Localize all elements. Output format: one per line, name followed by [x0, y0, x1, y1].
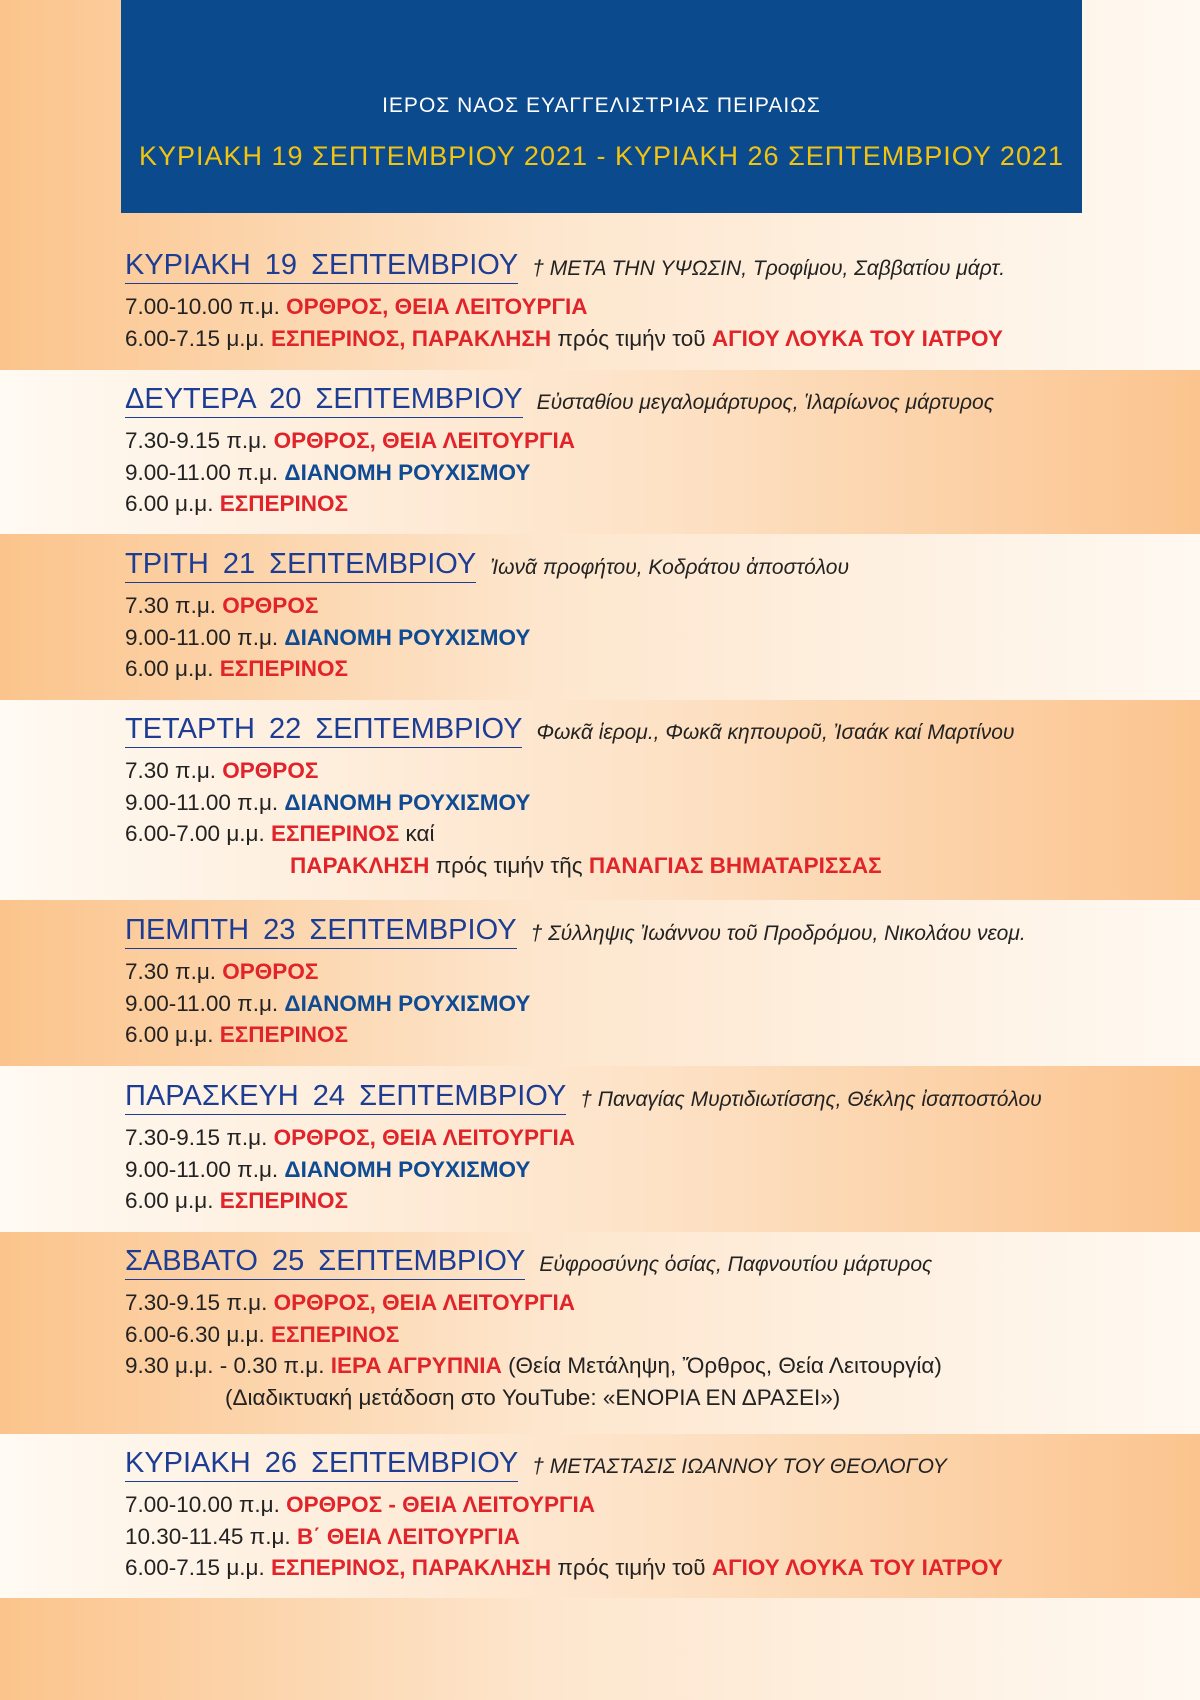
day-title: ΚΥΡΙΑΚΗ 26 ΣΕΠΤΕΜΒΡΙΟΥ — [125, 1447, 518, 1482]
schedule-line: (Διαδικτυακή μετάδοση στο YouTube: «ΕΝΟΡΙΑ ΕΝ ΔΡΑΣΕΙ») — [225, 1384, 841, 1410]
schedule-line: 6.00 μ.μ. ΕΣΠΕΡΙΝΟΣ — [125, 656, 349, 681]
day-header — [125, 1447, 1085, 1489]
saint-of-day: Φωκᾶ ἱερομ., Φωκᾶ κηπουροῦ, Ἰσαάκ καί Μαρτίνου — [536, 721, 1015, 744]
saint-of-day: † ΜΕΤΑ ΤΗΝ ΥΨΩΣΙΝ, Τροφίμου, Σαββατίου μάρτ. — [532, 257, 1006, 280]
day-header — [125, 914, 1085, 956]
day-title: ΤΕΤΑΡΤΗ 22 ΣΕΠΤΕΜΒΡΙΟΥ — [125, 713, 522, 748]
schedule-line: 6.00 μ.μ. ΕΣΠΕΡΙΝΟΣ — [125, 1188, 349, 1213]
schedule-line: 6.00 μ.μ. ΕΣΠΕΡΙΝΟΣ — [125, 1022, 349, 1047]
schedule-line: 7.30-9.15 π.μ. ΟΡΘΡΟΣ, ΘΕΙΑ ΛΕΙΤΟΥΡΓΙΑ — [125, 1125, 576, 1150]
day-header — [125, 1080, 1085, 1122]
saint-of-day: † Σύλληψις Ἰωάννου τοῦ Προδρόμου, Νικολάου νεομ. — [530, 922, 1026, 945]
schedule-line: 7.30 π.μ. ΟΡΘΡΟΣ — [125, 959, 319, 984]
schedule-line: 6.00-7.15 μ.μ. ΕΣΠΕΡΙΝΟΣ, ΠΑΡΑΚΛΗΣΗ πρός τιμήν τοῦ ΑΓΙΟΥ ΛΟΥΚΑ ΤΟΥ ΙΑΤΡΟΥ — [125, 325, 1003, 351]
date-range: ΚΥΡΙΑΚΗ 19 ΣΕΠΤΕΜΒΡΙΟΥ 2021 - ΚΥΡΙΑΚΗ 26 ΣΕΠΤΕΜΒΡΙΟΥ 2021 — [138, 141, 1064, 171]
schedule-line: 10.30-11.45 π.μ. Β΄ ΘΕΙΑ ΛΕΙΤΟΥΡΓΙΑ — [125, 1523, 520, 1549]
schedule-line: 7.30-9.15 π.μ. ΟΡΘΡΟΣ, ΘΕΙΑ ΛΕΙΤΟΥΡΓΙΑ — [125, 1290, 576, 1315]
schedule-line: 9.00-11.00 π.μ. ΔΙΑΝΟΜΗ ΡΟΥΧΙΣΜΟΥ — [125, 789, 531, 815]
day-header — [125, 383, 1085, 425]
schedule-line: 6.00-6.30 μ.μ. ΕΣΠΕΡΙΝΟΣ — [125, 1321, 400, 1347]
day-header — [125, 713, 1085, 755]
schedule-line: 6.00-7.00 μ.μ. ΕΣΠΕΡΙΝΟΣ καί — [125, 821, 435, 846]
day-title: ΚΥΡΙΑΚΗ 19 ΣΕΠΤΕΜΒΡΙΟΥ — [125, 249, 518, 284]
schedule-line: 9.00-11.00 π.μ. ΔΙΑΝΟΜΗ ΡΟΥΧΙΣΜΟΥ — [125, 624, 531, 650]
day-section — [125, 1080, 1085, 1217]
schedule-line: 7.30 π.μ. ΟΡΘΡΟΣ — [125, 758, 319, 783]
schedule-line: 9.00-11.00 π.μ. ΔΙΑΝΟΜΗ ΡΟΥΧΙΣΜΟΥ — [125, 459, 531, 485]
day-section — [125, 713, 1085, 881]
church-name: ΙΕΡΟΣ ΝΑΟΣ ΕΥΑΓΓΕΛΙΣΤΡΙΑΣ ΠΕΙΡΑΙΩΣ — [382, 94, 821, 117]
saint-of-day: Ἰωνᾶ προφήτου, Κοδράτου ἀποστόλου — [490, 556, 850, 579]
schedule-line: 7.00-10.00 π.μ. ΟΡΘΡΟΣ - ΘΕΙΑ ΛΕΙΤΟΥΡΓΙΑ — [125, 1492, 596, 1517]
day-section — [125, 383, 1085, 520]
day-header — [125, 1245, 1085, 1287]
day-header — [125, 249, 1085, 291]
day-section — [125, 1447, 1085, 1584]
day-section — [125, 1245, 1085, 1413]
schedule-line: 9.00-11.00 π.μ. ΔΙΑΝΟΜΗ ΡΟΥΧΙΣΜΟΥ — [125, 1156, 531, 1182]
day-section — [125, 914, 1085, 1051]
day-section — [125, 249, 1085, 354]
day-title: ΣΑΒΒΑΤΟ 25 ΣΕΠΤΕΜΒΡΙΟΥ — [125, 1245, 525, 1280]
saint-of-day: † Παναγίας Μυρτιδιωτίσσης, Θέκλης ἰσαποστόλου — [580, 1088, 1042, 1111]
saint-of-day: Εὐφροσύνης ὁσίας, Παφνουτίου μάρτυρος — [539, 1253, 933, 1276]
schedule-line: 6.00 μ.μ. ΕΣΠΕΡΙΝΟΣ — [125, 491, 349, 516]
day-section — [125, 548, 1085, 685]
schedule-line: 9.00-11.00 π.μ. ΔΙΑΝΟΜΗ ΡΟΥΧΙΣΜΟΥ — [125, 990, 531, 1016]
saint-of-day: Εὐσταθίου μεγαλομάρτυρος, Ἱλαρίωνος μάρτυρος — [536, 391, 994, 414]
day-title: ΤΡΙΤΗ 21 ΣΕΠΤΕΜΒΡΙΟΥ — [125, 548, 476, 583]
schedule-line: 9.30 μ.μ. - 0.30 π.μ. ΙΕΡΑ ΑΓΡΥΠΝΙΑ (Θεία Μετάληψη, Ὄρθρος, Θεία Λειτουργία) — [125, 1353, 942, 1378]
schedule-line: 7.30 π.μ. ΟΡΘΡΟΣ — [125, 593, 319, 618]
schedule-line: 7.30-9.15 π.μ. ΟΡΘΡΟΣ, ΘΕΙΑ ΛΕΙΤΟΥΡΓΙΑ — [125, 428, 576, 453]
header-box — [121, 0, 1082, 213]
day-title: ΔΕΥΤΕΡΑ 20 ΣΕΠΤΕΜΒΡΙΟΥ — [125, 383, 523, 418]
saint-of-day: † ΜΕΤΑΣΤΑΣΙΣ ΙΩΑΝΝΟΥ ΤΟΥ ΘΕΟΛΟΓΟΥ — [532, 1455, 947, 1478]
band-9 — [0, 1598, 1200, 1700]
day-title: ΠΑΡΑΣΚΕΥΗ 24 ΣΕΠΤΕΜΒΡΙΟΥ — [125, 1080, 566, 1115]
schedule-line: 6.00-7.15 μ.μ. ΕΣΠΕΡΙΝΟΣ, ΠΑΡΑΚΛΗΣΗ πρός τιμήν τοῦ ΑΓΙΟΥ ΛΟΥΚΑ ΤΟΥ ΙΑΤΡΟΥ — [125, 1555, 1003, 1580]
day-header — [125, 548, 1085, 590]
schedule-line: ΠΑΡΑΚΛΗΣΗ πρός τιμήν τῆς ΠΑΝΑΓΙΑΣ ΒΗΜΑΤΑΡΙΣΣΑΣ — [290, 852, 882, 878]
schedule-line: 7.00-10.00 π.μ. ΟΡΘΡΟΣ, ΘΕΙΑ ΛΕΙΤΟΥΡΓΙΑ — [125, 294, 588, 319]
day-title: ΠΕΜΠΤΗ 23 ΣΕΠΤΕΜΒΡΙΟΥ — [125, 914, 517, 949]
